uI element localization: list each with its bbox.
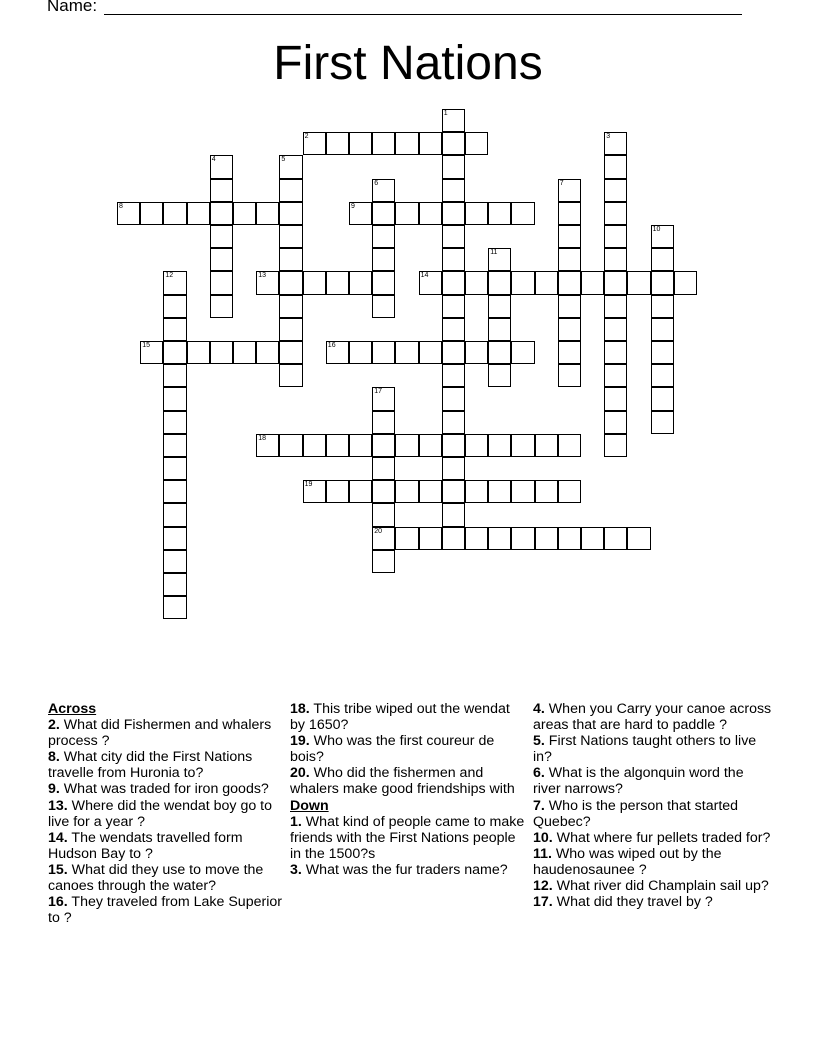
grid-cell[interactable] [442,132,465,155]
grid-cell[interactable] [395,527,418,550]
clue-number: 18 [258,434,266,442]
clue-number: 8 [119,202,123,210]
grid-cell[interactable] [488,202,511,225]
grid-cell[interactable] [442,434,465,457]
clue-down-3: 3. What was the fur traders name? [290,861,508,878]
clue-number: 3 [606,133,611,141]
grid-cell[interactable] [558,434,581,457]
grid-cell[interactable] [511,271,534,294]
grid-cell[interactable] [163,387,186,410]
grid-cell[interactable] [604,179,627,202]
grid-cell[interactable] [488,341,511,364]
clue-across-2: 2. What did Fishermen and whalers process ? [48,717,272,750]
grid-cell[interactable] [419,202,442,225]
grid-cell[interactable] [326,480,349,503]
grid-cell[interactable] [279,295,302,318]
grid-cell[interactable] [187,341,210,364]
grid-cell[interactable] [465,132,488,155]
grid-cell[interactable] [558,202,581,225]
grid-cell[interactable] [140,202,163,225]
grid-cell[interactable] [604,271,627,294]
grid-cell[interactable] [604,155,627,178]
grid-cell[interactable] [419,434,442,457]
clue-number: 13 [258,272,266,280]
grid-cell[interactable] [442,109,465,132]
grid-cell[interactable] [303,480,326,503]
grid-cell[interactable] [558,271,581,294]
clue-number: 17 [374,388,382,396]
grid-cell[interactable] [535,434,558,457]
grid-cell[interactable] [279,434,302,457]
grid-cell[interactable] [163,527,186,550]
clues-column-3 [533,701,773,910]
grid-cell[interactable] [581,271,604,294]
grid-cell[interactable] [604,225,627,248]
clue-down-17: 17. What did they travel by ? [533,894,713,911]
grid-cell[interactable] [163,364,186,387]
grid-cell[interactable] [651,225,674,248]
grid-cell[interactable] [442,248,465,271]
grid-cell[interactable] [604,202,627,225]
grid-cell[interactable] [256,271,279,294]
clue-down-10: 10. What where fur pellets traded for? [533,829,771,846]
grid-cell[interactable] [187,202,210,225]
grid-cell[interactable] [349,202,372,225]
grid-cell[interactable] [535,527,558,550]
grid-cell[interactable] [511,202,534,225]
grid-cell[interactable] [349,480,372,503]
grid-cell[interactable] [372,411,395,434]
grid-cell[interactable] [558,225,581,248]
grid-cell[interactable] [442,503,465,526]
clue-across-15: 15. What did they use to move the canoes through the water? [48,861,264,895]
grid-cell[interactable] [256,341,279,364]
grid-cell[interactable] [279,318,302,341]
grid-cell[interactable] [419,132,442,155]
grid-cell[interactable] [511,480,534,503]
clue-down-6: 6. What is the algonquin word the river narrows? [533,765,744,798]
clue-number: 4 [211,156,216,164]
grid-cell[interactable] [442,457,465,480]
grid-cell[interactable] [372,295,395,318]
grid-cell[interactable] [163,271,186,294]
grid-cell[interactable] [395,434,418,457]
grid-cell[interactable] [210,225,233,248]
grid-cell[interactable] [651,318,674,341]
clue-down-12: 12. What river did Champlain sail up? [533,878,769,895]
clue-across-19: 19. Who was the first coureur de bois? [290,733,495,766]
clue-across-20: 20. Who did the fishermen and whalers make good friendships with [290,765,515,798]
grid-cell[interactable] [163,550,186,573]
grid-cell[interactable] [465,202,488,225]
clue-number: 16 [327,342,336,349]
clue-number: 14 [420,272,429,280]
grid-cell[interactable] [465,341,488,364]
grid-cell[interactable] [349,271,372,294]
grid-cell[interactable] [604,387,627,410]
grid-cell[interactable] [604,341,627,364]
grid-cell[interactable] [419,341,442,364]
grid-cell[interactable] [395,480,418,503]
grid-cell[interactable] [279,341,302,364]
grid-cell[interactable] [372,179,395,202]
grid-cell[interactable] [303,132,326,155]
clue-across-8: 8. What city did the First Nations travelle from Huronia to? [48,749,253,782]
grid-cell[interactable] [558,527,581,550]
name-label: Name: [47,0,98,15]
clues-column-1 [48,701,284,926]
grid-cell[interactable] [372,503,395,526]
grid-cell[interactable] [210,271,233,294]
grid-cell[interactable] [326,341,349,364]
grid-cell[interactable] [442,387,465,410]
clue-number: 10 [652,226,661,233]
grid-cell[interactable] [535,480,558,503]
grid-cell[interactable] [419,527,442,550]
clue-across-13: 13. Where did the wendat boy go to live for a year ? [48,797,273,830]
grid-cell[interactable] [372,434,395,457]
grid-cell[interactable] [372,225,395,248]
grid-cell[interactable] [326,271,349,294]
grid-cell[interactable] [465,434,488,457]
grid-cell[interactable] [395,202,418,225]
clue-number: 7 [559,179,564,187]
grid-cell[interactable] [558,179,581,202]
grid-cell[interactable] [279,225,302,248]
grid-cell[interactable] [442,295,465,318]
grid-cell[interactable] [651,271,674,294]
grid-cell[interactable] [419,271,442,294]
grid-cell[interactable] [419,480,442,503]
clue-number: 12 [165,272,174,280]
grid-cell[interactable] [163,295,186,318]
grid-cell[interactable] [442,202,465,225]
grid-cell[interactable] [558,341,581,364]
grid-cell[interactable] [651,248,674,271]
grid-cell[interactable] [372,248,395,271]
grid-cell[interactable] [233,202,256,225]
grid-cell[interactable] [279,179,302,202]
grid-cell[interactable] [163,411,186,434]
clue-down-4: 4. When you Carry your canoe across areas that are hard to paddle ? [533,701,772,734]
grid-cell[interactable] [627,271,650,294]
down-heading: Down [290,797,329,814]
grid-cell[interactable] [279,248,302,271]
clue-across-14: 14. The wendats travelled form Hudson Bay to ? [48,829,243,862]
grid-cell[interactable] [558,295,581,318]
grid-cell[interactable] [303,434,326,457]
grid-cell[interactable] [256,434,279,457]
grid-cell[interactable] [349,341,372,364]
grid-cell[interactable] [535,271,558,294]
clue-down-7: 7. Who is the person that started Quebec? [533,797,739,830]
grid-cell[interactable] [511,341,534,364]
grid-cell[interactable] [233,341,256,364]
grid-cell[interactable] [163,573,186,596]
clue-across-18: 18. This tribe wiped out the wendat by 1650? [290,701,510,734]
grid-cell[interactable] [372,387,395,410]
clue-number: 11 [490,249,498,257]
grid-cell[interactable] [210,295,233,318]
clue-number: 15 [142,342,150,349]
grid-cell[interactable] [395,132,418,155]
page-title: First Nations [273,37,543,90]
grid-cell[interactable] [604,248,627,271]
grid-cell[interactable] [372,527,395,550]
clue-number: 1 [443,110,448,117]
clue-down-5: 5. First Nations taught others to live in? [533,733,757,766]
grid-cell[interactable] [488,318,511,341]
grid-cell[interactable] [511,527,534,550]
grid-cell[interactable] [558,364,581,387]
grid-cell[interactable] [442,271,465,294]
grid-cell[interactable] [442,341,465,364]
grid-cell[interactable] [581,527,604,550]
grid-cell[interactable] [372,271,395,294]
grid-cell[interactable] [372,550,395,573]
grid-cell[interactable] [651,364,674,387]
grid-cell[interactable] [372,132,395,155]
grid-cell[interactable] [442,364,465,387]
grid-cell[interactable] [488,364,511,387]
across-heading: Across [48,701,97,717]
clue-across-16: 16. They traveled from Lake Superior to ? [48,894,282,927]
clue-number: 2 [304,133,309,141]
grid-cell[interactable] [651,411,674,434]
grid-cell[interactable] [604,364,627,387]
grid-cell[interactable] [163,341,186,364]
clue-down-1: 1. What kind of people came to make friends with the First Nations people in the 1500?s [290,813,525,862]
grid-cell[interactable] [279,271,302,294]
clue-number: 9 [351,202,355,210]
grid-cell[interactable] [372,202,395,225]
grid-cell[interactable] [372,341,395,364]
grid-cell[interactable] [488,527,511,550]
grid-cell[interactable] [256,202,279,225]
grid-cell[interactable] [488,271,511,294]
grid-cell[interactable] [674,271,697,294]
grid-cell[interactable] [372,457,395,480]
grid-cell[interactable] [210,202,233,225]
grid-cell[interactable] [511,434,534,457]
clue-down-11: 11. Who was wiped out by the haudenosaunee ? [533,845,722,878]
grid-cell[interactable] [163,202,186,225]
grid-cell[interactable] [604,434,627,457]
grid-cell[interactable] [210,179,233,202]
grid-cell[interactable] [442,527,465,550]
grid-cell[interactable] [558,248,581,271]
grid-cell[interactable] [326,132,349,155]
clue-number: 6 [374,179,379,187]
grid-cell[interactable] [627,527,650,550]
grid-cell[interactable] [604,318,627,341]
grid-cell[interactable] [117,202,140,225]
grid-cell[interactable] [465,480,488,503]
grid-cell[interactable] [604,527,627,550]
clues-column-2 [290,701,526,878]
grid-cell[interactable] [303,271,326,294]
grid-cell[interactable] [442,155,465,178]
clue-number: 20 [374,527,382,535]
grid-cell[interactable] [442,179,465,202]
grid-cell[interactable] [163,480,186,503]
grid-cell[interactable] [279,202,302,225]
grid-cell[interactable] [488,295,511,318]
grid-cell[interactable] [558,318,581,341]
grid-cell[interactable] [163,434,186,457]
clue-number: 19 [304,481,313,489]
clue-number: 5 [281,156,286,164]
grid-cell[interactable] [442,411,465,434]
grid-cell[interactable] [442,225,465,248]
grid-cell[interactable] [279,364,302,387]
clue-across-9: 9. What was traded for iron goods? [48,781,269,798]
grid-cell[interactable] [372,480,395,503]
grid-cell[interactable] [651,341,674,364]
grid-cell[interactable] [163,596,186,619]
grid-cell[interactable] [604,295,627,318]
grid-cell[interactable] [326,434,349,457]
grid-cell[interactable] [349,132,372,155]
grid-cell[interactable] [651,295,674,318]
grid-cell[interactable] [488,248,511,271]
grid-cell[interactable] [163,318,186,341]
grid-cell[interactable] [163,457,186,480]
grid-cell[interactable] [163,503,186,526]
grid-cell[interactable] [488,480,511,503]
grid-cell[interactable] [465,527,488,550]
grid-cell[interactable] [604,132,627,155]
grid-cell[interactable] [604,411,627,434]
grid-cell[interactable] [395,341,418,364]
grid-cell[interactable] [488,434,511,457]
grid-cell[interactable] [558,480,581,503]
grid-cell[interactable] [140,341,163,364]
grid-cell[interactable] [349,434,372,457]
grid-cell[interactable] [651,387,674,410]
grid-cell[interactable] [442,480,465,503]
grid-cell[interactable] [210,155,233,178]
grid-cell[interactable] [465,271,488,294]
grid-cell[interactable] [210,248,233,271]
grid-cell[interactable] [279,155,302,178]
grid-cell[interactable] [442,318,465,341]
grid-cell[interactable] [210,341,233,364]
